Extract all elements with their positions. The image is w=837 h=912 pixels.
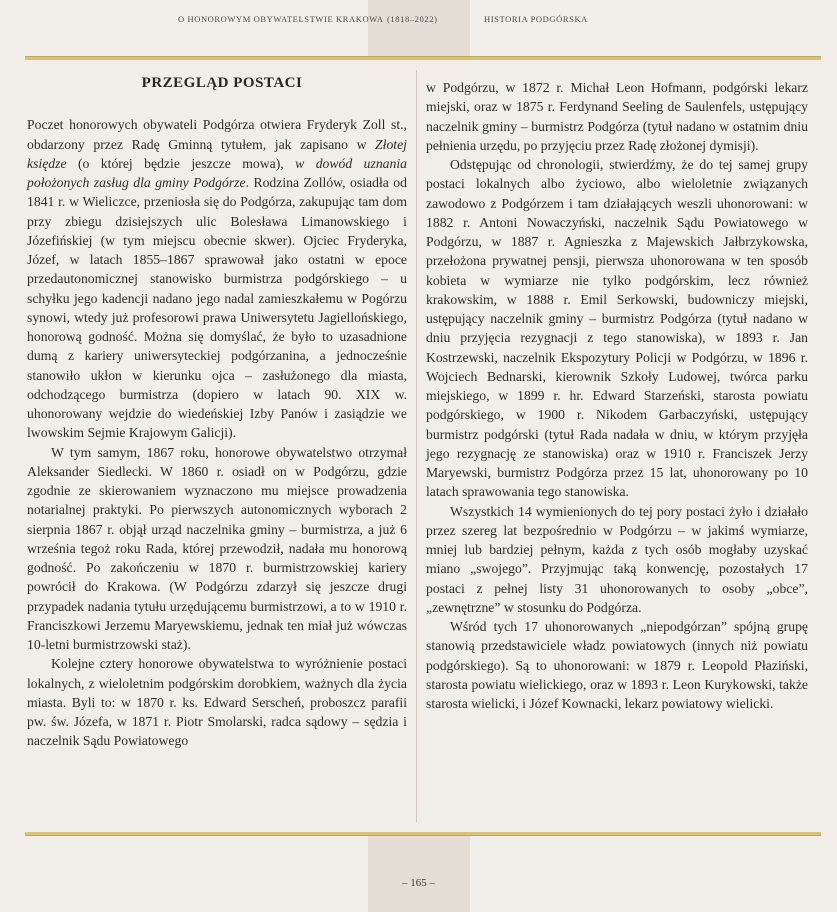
paragraph-4: w Podgórzu, w 1872 r. Michał Leon Hofmann, podgórski lekarz miejski, oraz w 1875 r. Ferdynand Seeling de Saulenfels, ustępujący naczelnik gminy – burmistrz Podgórza (tytuł nadano w ostatnim dniu pełnienia urzędu, po przyjęciu przez Radę złożonej dymisji). [426, 80, 808, 153]
section-title: PRZEGLĄD POSTACI [141, 75, 303, 91]
page-number: – 165 – [402, 877, 435, 889]
paragraph-3: Kolejne cztery honorowe obywatelstwa to wyróżnienie postaci lokalnych, z wieloletnim podgórskim dorobkiem, ważnych dla życia miasta. Byli to: w 1870 r. ks. Edward Serscheń, proboszcz parafii pw. św. Józefa, w 1871 r. Piotr Smolarski, radca sądowy – sędzia i naczelnik Sądu Powiatowego [27, 656, 407, 749]
running-header [0, 14, 837, 28]
paragraph-7: Wśród tych 17 uhonorowanych „niepodgórzan” spójną grupę stanowią przedstawiciele władz powiatowych (innych niż powiatu podgórskiego). Są to uhonorowani: w 1879 r. Leopold Płaziński, starosta powiatu wielickiego, oraz w 1893 r. Leon Kurykowski, także starosta wielicki, i Józef Kownacki, lekarz powiatowy wielicki. [426, 619, 808, 711]
running-header-dates: (1818–2022) [387, 14, 438, 24]
left-column [27, 70, 407, 751]
bottom-rule [25, 832, 821, 836]
paragraph-1 [27, 115, 407, 442]
paragraph-1-text-b: (o której będzie jeszcze mowa), [66, 155, 296, 171]
footer-band [368, 836, 470, 912]
paragraph-6: Wszystkich 14 wymienionych do tej pory postaci żyło i działało przez szereg lat bezpośrednio w Podgórzu – w jakimś wymiarze, mniej lub bardziej pełnym, każda z tych osób mogłaby uzyskać miano „swojego”. Przyjmując taką konwencję, pozostałych 17 postaci z pełnej listy 31 uhonorowanych to osoby „obce”, „zewnętrzne” w stosunku do Podgórza. [426, 503, 808, 615]
top-rule [25, 56, 821, 60]
paragraph-1-text-c: . Rodzina Zollów, osiadła od 1841 r. w Wieliczce, przeniosła się do Podgórza, zakupując tam dom przy zbiegu dzisiejszych ulic Bolesława Limanowskiego i Józefińskiej (w tym miejscu obecnie skwer). Ojciec Fryderyka, Józef, w latach 1855–1867 sprawował jako ostatni w epoce przedautonomicznej stanowisko burmistrza podgórskiego – u schyłku jego kadencji nadano jego nadal zamieszkałemu w Pogórzu synowi, wtedy już profesorowi prawa Uniwersytetu Jagiellońskiego, honorową godność. Można się domyślać, że było to uzasadnione dumą z kariery uniwersyteckiej podgórzanina, a jednocześnie stanowiło ukłon w kierunku ojca – zasłużonego dla miasta, odchodzącego burmistrza (dopiero w latach 90. XIX w. uhonorowany wejdzie do wiedeńskiej Izby Panów i zasiądzie we lwowskim Sejmie Krajowym Galicji). [27, 175, 407, 441]
right-column [426, 78, 808, 713]
running-header-left: O HONOROWYM OBYWATELSTWIE KRAKOWA [178, 14, 384, 24]
paragraph-5: Odstępując od chronologii, stwierdźmy, że do tej samej grupy postaci lokalnych albo życiowo, albo wieloletnie związanych zawodowo z Podgórzem i tam działających weszli uhonorowani: w 1882 r. Antoni Nowaczyński, naczelnik Sądu Powiatowego w Podgórzu, w 1887 r. Agnieszka z Majewskich Jałbrzykowska, przełożona prywatnej pensji, pierwsza uhonorowana w ten sposób kobieta w wymiarze nie tylko podgórskim, lecz również krakowskim, w 1888 r. Emil Serkowski, budowniczy miejski, ustępujący naczelnik gminy – burmistrz Podgórza (tytuł nadano w dniu przyjęcia rezygnacji z tego stanowiska), w 1893 r. Jan Kostrzewski, naczelnik Ekspozytury Policji w Podgórzu, w 1896 r. Wojciech Bednarski, kierownik Szkoły Ludowej, twórca parku miejskiego, w 1899 r. hr. Edward Starzeński, starosta powiatu podgórskiego, w 1900 r. Nikodem Garbaczyński, ustępujący burmistrz podgórski (tytuł Rada nadała w dniu, w którym przyjęła jego rezygnację ze stanowiska) oraz w 1910 r. Franciszek Jerzy Maryewski, burmistrz Podgórza przez 15 lat, uhonorowany po 10 latach sprawowania tego stanowiska. [426, 157, 808, 500]
paragraph-1-italic-book-title: Złotej księdze [27, 136, 407, 171]
column-divider [416, 70, 417, 822]
paragraph-1-italic-quote: w dowód uznania położonych zasług dla gminy Podgórze [27, 155, 407, 190]
paragraph-1-text-a: Poczet honorowych obywateli Podgórza otwiera Fryderyk Zoll st., obdarzony przez Radę Gminną tytułem, jak zapisano w [27, 117, 407, 152]
header-band [368, 0, 470, 56]
running-header-right: HISTORIA PODGÓRSKA [484, 14, 588, 24]
paragraph-2: W tym samym, 1867 roku, honorowe obywatelstwo otrzymał Aleksander Siedlecki. W 1860 r. osiadł on w Podgórzu, gdzie zgodnie ze skierowaniem wyznaczono mu miejsce prowadzenia notarialnej praktyki. Po pierwszych autonomicznych wyborach 2 sierpnia 1867 r. objął urząd naczelnika gminy – burmistrza, a już 6 września tegoż roku Rada, której przewodził, nadała mu honorową godność. Po zakończeniu w 1870 r. burmistrzowskiej kariery powrócił do Krakowa. (W Podgórzu zdarzył się jeszcze drugi przypadek nadania tytułu urzędującemu burmistrzowi, a to w 1910 r. Franciszkowi Jerzemu Maryewskiemu, jednak ten miał już wówczas 10-letni burmistrzowski staż). [27, 444, 407, 652]
